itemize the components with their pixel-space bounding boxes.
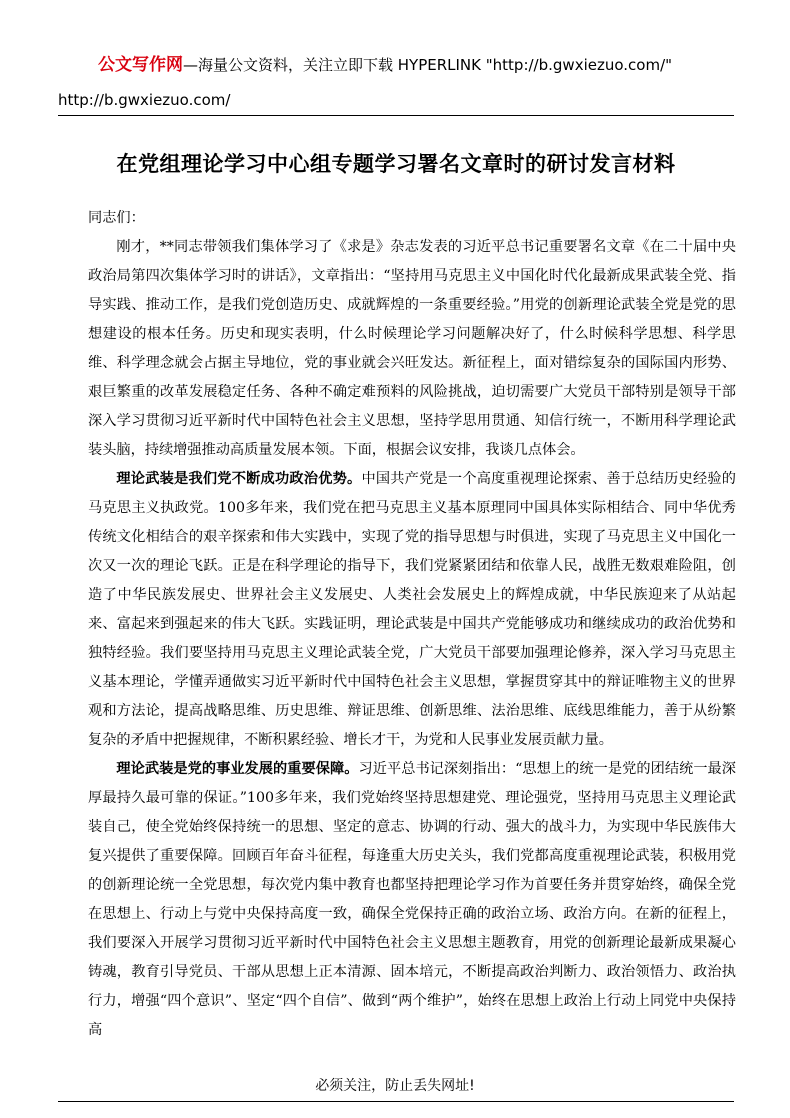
document-title: 在党组理论学习中心组专题学习署名文章时的研讨发言材料 <box>116 152 676 176</box>
greeting: 同志们： <box>88 210 145 226</box>
paragraph-text: 刚才，**同志带领我们集体学习了《求是》杂志发表的习近平总书记重要署名文章《在二十届中央政治局第四次集体学习时的讲话》，文章指出：“坚持用马克思主义中国化时代化最新成果武装全党、指导实践、推动工作，是我们党创造历史、成就辉煌的一条重要经验。”用党的创新理论武装全党是党的思想建设的根本任务。历史和现实表明，什么时候理论学习问题解决好了，什么时候科学思想、科学思维、科学理念就会占据主导地位，党的事业就会兴旺发达。新征程上，面对错综复杂的国际国内形势、艰巨繁重的改革发展稳定任务、各种不确定难预料的风险挑战，迫切需要广大党员干部特别是领导干部深入学习贯彻习近平新时代中国特色社会主义思想，坚持学思用贯通、知信行统一，不断用科学理论武装头脑，持续增强推动高质量发展本领。下面，根据会议安排，我谈几点体会。 <box>88 239 736 458</box>
paragraph <box>88 233 736 465</box>
paragraph <box>88 755 736 1045</box>
footer-divider <box>58 1101 734 1102</box>
paragraph-text: 中国共产党是一个高度重视理论探索、善于总结历史经验的马克思主义执政党。100多年来，我们党在把马克思主义基本原理同中国具体实际相结合、同中华优秀传统文化相结合的艰辛探索和伟大实践中，实现了党的指导思想与时俱进，实现了马克思主义中国化一次又一次的理论飞跃。正是在科学理论的指导下，我们党紧紧团结和依靠人民，战胜无数艰难险阻，创造了中华民族发展史、世界社会主义发展史、人类社会发展史上的辉煌成就，中华民族迎来了从站起来、富起来到强起来的伟大飞跃。实践证明，理论武装是中国共产党能够成功和继续成功的政治优势和独特经验。我们要坚持用马克思主义理论武装全党，广大党员干部要加强理论修养，深入学习马克思主义基本理论，学懂弄通做实习近平新时代中国特色社会主义思想，掌握贯穿其中的辩证唯物主义的世界观和方法论，提高战略思维、历史思维、辩证思维、创新思维、法治思维、底线思维能力，善于从纷繁复杂的矛盾中把握规律，不断积累经验、增长才干，为党和人民事业发展贡献力量。 <box>88 471 736 748</box>
paragraph-lead: 理论武装是我们党不断成功政治优势。 <box>116 471 362 487</box>
header-divider <box>58 115 734 116</box>
header-tagline: —海量公文资料，关注立即下载 HYPERLINK "http://b.gwxiezuo.com/" <box>183 56 673 74</box>
paragraph-text: 习近平总书记深刻指出：“思想上的统一是党的团结统一最深厚最持久最可靠的保证。”100多年来，我们党始终坚持思想建党、理论强党，坚持用马克思主义理论武装自己，使全党始终保持统一的思想、坚定的意志、协调的行动、强大的战斗力，为实现中华民族伟大复兴提供了重要保障。回顾百年奋斗征程，每逢重大历史关头，我们党都高度重视理论武装，积极用党的创新理论统一全党思想，每次党内集中教育也都坚持把理论学习作为首要任务并贯穿始终，确保全党在思想上、行动上与党中央保持高度一致，确保全党保持正确的政治立场、政治方向。在新的征程上，我们要深入开展学习贯彻习近平新时代中国特色社会主义思想主题教育，用党的创新理论最新成果凝心铸魂，教育引导党员、干部从思想上正本清源、固本培元，不断提高政治判断力、政治领悟力、政治执行力，增强“四个意识”、坚定“四个自信”、做到“两个维护”，始终在思想上政治上行动上同党中央保持高 <box>88 761 736 1038</box>
header-url-line <box>58 83 738 118</box>
paragraph-lead: 理论武装是党的事业发展的重要保障。 <box>116 761 359 777</box>
header-url-link[interactable]: http://b.gwxiezuo.com/ <box>58 91 231 109</box>
header-line <box>58 48 738 83</box>
document-body <box>88 204 736 1045</box>
page-footer: 必须关注，防止丢失网址! <box>315 1078 475 1094</box>
site-brand-link[interactable]: 公文写作网 <box>98 55 183 75</box>
paragraph <box>88 465 736 755</box>
site-header <box>58 48 738 118</box>
